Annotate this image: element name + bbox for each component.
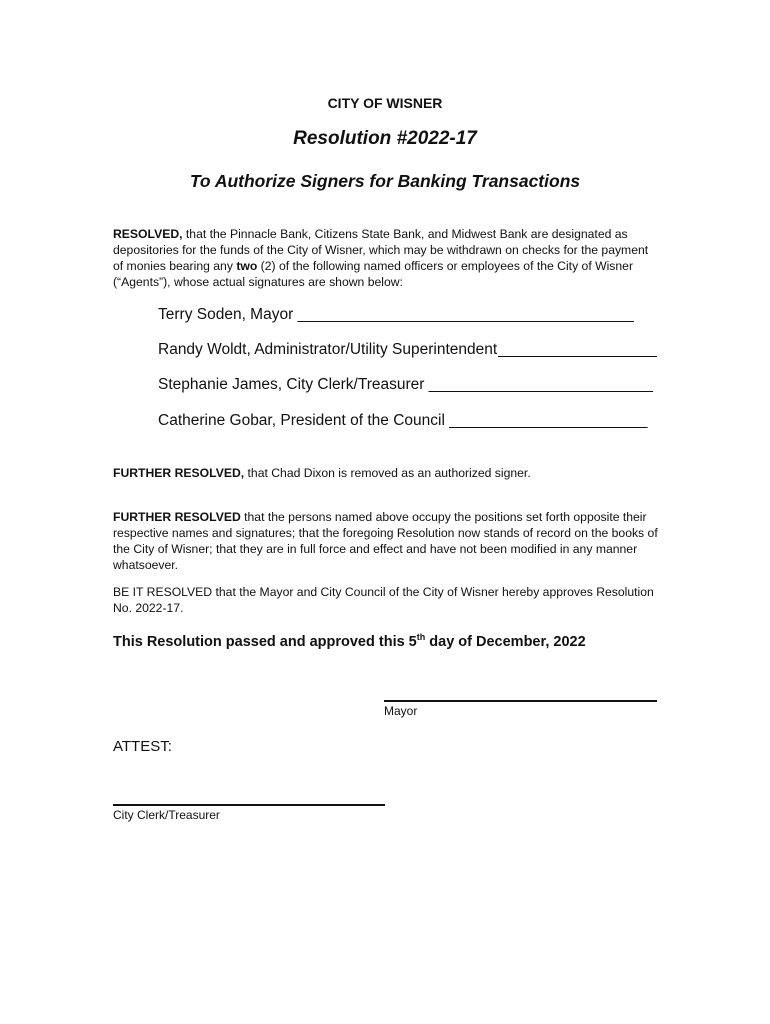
mayor-label: Mayor	[384, 704, 418, 718]
resolution-title: Resolution #2022-17	[293, 128, 477, 149]
further-resolved-1	[113, 465, 658, 481]
passed-text-1: This Resolution passed and approved this 5	[113, 634, 417, 650]
clerk-signature-line	[113, 804, 385, 806]
resolved-emphasis: two	[236, 259, 258, 273]
resolved-text-1: that the Pinnacle Bank, Citizens State Bank, and Midwest Bank are designated as depositories for the funds of the City of Wisner, which may be withdrawn on checks for the payment of monies bearing any	[113, 227, 649, 273]
signature-blank: __________________________	[428, 376, 653, 393]
passed-statement	[113, 632, 586, 650]
resolved-paragraph	[113, 226, 658, 290]
further-resolved-2-lead: FURTHER RESOLVED	[113, 510, 241, 524]
mayor-signature-line	[384, 700, 657, 702]
signer-line-administrator	[158, 341, 497, 359]
passed-text-2: day of December, 2022	[425, 634, 586, 650]
signature-blank: _______________________________________	[297, 306, 634, 323]
signer-label: Catherine Gobar, President of the Council	[158, 412, 450, 429]
signer-label: Randy Woldt, Administrator/Utility Superintendent	[158, 341, 498, 358]
clerk-label: City Clerk/Treasurer	[113, 808, 220, 822]
further-resolved-1-lead: FURTHER RESOLVED,	[113, 466, 245, 480]
further-resolved-2-text: that the persons named above occupy the positions set forth opposite their respective names and signatures; that the foregoing Resolution now stands of record on the books of the City of Wisner; that they are in full force and effect and have not been modified in any manner whatsoever.	[113, 510, 658, 572]
passed-superscript: th	[416, 632, 426, 642]
signer-label: Stephanie James, City Clerk/Treasurer	[158, 376, 429, 393]
signature-blank: _______________________	[449, 412, 648, 429]
signer-line-mayor	[158, 306, 634, 324]
signer-line-clerk	[158, 376, 653, 394]
further-resolved-2	[113, 509, 658, 573]
be-it-resolved: BE IT RESOLVED that the Mayor and City Council of the City of Wisner hereby approves Resolution No. 2022-17.	[113, 585, 654, 615]
resolved-lead: RESOLVED,	[113, 227, 183, 241]
signature-line-administrator	[498, 356, 657, 357]
signer-line-council-president	[158, 412, 648, 430]
resolution-subtitle: To Authorize Signers for Banking Transactions	[189, 171, 581, 191]
signer-label: Terry Soden, Mayor	[158, 306, 298, 323]
city-name: CITY OF WISNER	[327, 95, 443, 111]
resolved-text-2: (2) of the following named officers or employees of the City of Wisner (“Agents”), whose actual signatures are shown below:	[113, 259, 634, 289]
attest-label: ATTEST:	[113, 738, 172, 755]
further-resolved-1-text: that Chad Dixon is removed as an authorized signer.	[244, 466, 531, 480]
